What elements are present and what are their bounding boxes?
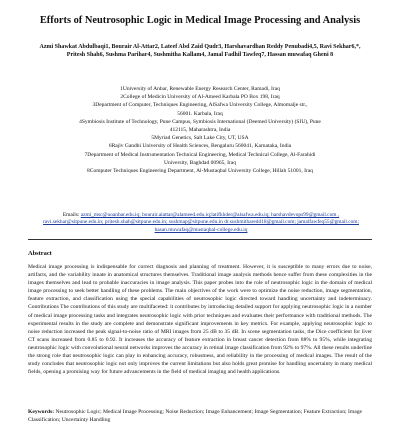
affiliation-line: University, Baghdad 00965, Iraq <box>164 159 236 166</box>
affiliation-line: 3Department of Computer, Techniques Engineering, AlSafwa University College, Almomalje str., <box>92 102 308 109</box>
email-block <box>36 212 366 234</box>
affiliation-line: 4Symbiosis Institute of Technology, Pune Campus, Symbiosis International (Deemed University) (SIU), Pune <box>79 118 321 125</box>
abstract-heading: Abstract <box>28 250 52 257</box>
keywords-label: Keywords: <box>28 409 55 415</box>
divider <box>28 239 372 240</box>
affiliations <box>40 85 360 175</box>
emails-label: Emails: <box>62 212 80 218</box>
affiliation-line: 7Department of Medical Instrumentation Technical Engineering, Medical Technical College, Al-Farahidi <box>84 151 316 158</box>
affiliation-line: 5Myriad Genetics, Salt Lake City, UT, USA <box>151 135 249 142</box>
keywords-list: Neutrosophic Logic; Medical Image Processing; Noise Reduction; Image Enhancement; Image Segmentation; Feature Extraction; Image Classification; Uncertainty Handling <box>28 409 362 424</box>
affiliation-line: 1University of Anbar, Renewable Energy Research Center, Ramadi, Iraq <box>120 86 280 92</box>
email-links[interactable]: azmi_msc@uoanbar.edu.iq; bourair.alattar@alameed.edu.iq;latifkhder@alsafwa.edu.iq; harshavdevops99@gmail.com , ravi.sekhar@sitpune.edu.in; pritesh.shah@sitpune.edu.in; sushmap@sitpune.edu.in dr.sushmitharedd18@gmail.com; jamalfawfeq55@gmail.com; hasan.muwafaq@mustaqbal-college.edu.iq <box>42 212 359 233</box>
affiliation-line: 56001. Karbala, Iraq <box>177 110 223 117</box>
affiliation-line: 2College of Medicin University of Al-Ameed Karbala PO Box 198, Iraq <box>120 94 280 101</box>
affiliation-line: 6Rajiv Gandhi University of Health Sciences, Bengaluru 560041, Karnataka, India <box>108 143 292 150</box>
affiliation-line: 412115, Maharashtra, India <box>169 127 231 134</box>
author-list: Azmi Shawkat Abdulbaqi1, Bourair Al-Attar2, Lateef Abd Zaid Qudr3, Harshavardhan Reddy Penubadi4,5, Ravi Sekhar6,*, Pritesh Shah6, Sushma Parihar4, Sushmitha Kallam4, Jamal Fadhil Tawfeq7, Hassan muwafaq Gheni 8 <box>39 44 361 59</box>
abstract-body: Medical image processing is indispensable for correct diagnosis and planning of treatment. However, it is susceptible to many errors due to noise, artifacts, and the variability innate in anatomical structures themselves. Traditional image analysis methods hence suffer from these complexities in the images themselves and lead to probable inaccuracies in image analysis. This paper probes into the role of neutrosophic logic in the domain of medical image processing to seek better handling of these problems. The main objectives of the work were to optimize the noise reduction, image segmentation, feature extraction, and classification using the special capabilities of neutrosophic logic directed toward handling uncertainty and indeterminacy. Contributions The contributions of this study are multifaceted: it contributes by introducing detailed support for applying neutrosophic logic in a number of medical image processing tasks and integrates neutrosophic logic with prior techniques and evaluates their performance with traditional methods. The experimental results in the study are complete and demonstrate significant improvements in key metrics. For example, applying neutrosophic logic to noise reduction increased the peak signal-to-noise ratio of MRI images from 25 dB to 35 dB. In scene segmentation tasks, the Dice coefficient for liver CT scans increased from 0.85 to 0.92. It increases the accuracy of feature extraction in breast cancer detection from 88% to 95%, while integrating neutrosophic logic with convolutional neural networks improves the accuracy in retinal image classification from 92% to 97%. All these results underline the strong role that neutrosophic logic can play in enhancing accuracy, robustness, and reliability in the processing of medical images. The result of the study concludes that neutrosophic logic not only improves the current limitations but also holds great promise for handling uncertainty in many medical fields, opening a promising way for future advancements in the field of medical imaging and health applications. <box>28 264 372 376</box>
affiliation-line: 8Computer Techniques Engineering Department, Al-Mustaqbal University College, Hillah 51001, Iraq <box>87 168 313 175</box>
paper-title: Efforts of Neutrosophic Logic in Medical Image Processing and Analysis <box>39 15 361 26</box>
keywords <box>28 408 372 424</box>
